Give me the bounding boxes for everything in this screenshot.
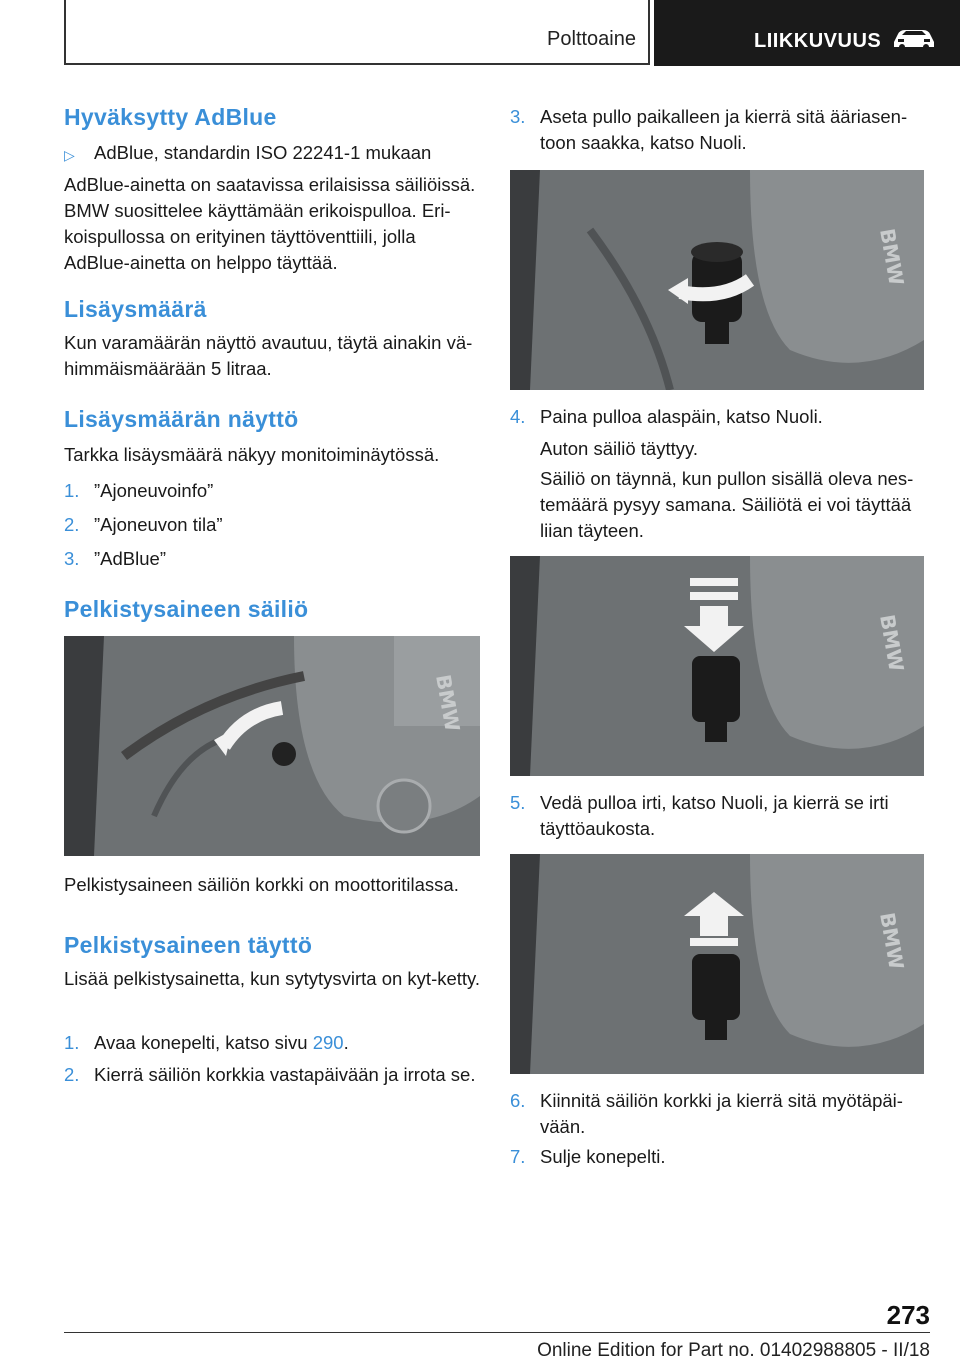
footer-rule [64,1332,930,1333]
header-rule-bottom [64,63,650,65]
heading-fill-amount: Lisäysmäärä [64,296,207,322]
svg-text:BMW: BMW [875,612,909,674]
list-text: Vedä pulloa irti, katso Nuoli, ja kierrä se irti täyttöaukosta. [540,792,889,839]
list-text: ”Ajoneuvon tila” [94,514,223,535]
list-number: 6. [510,1090,526,1111]
page-link[interactable]: 290 [312,1032,344,1053]
engine-bay-photo-press-bottle [510,556,924,776]
heading-fill-display: Lisäysmäärän näyttö [64,406,299,432]
list-text: ”Ajoneuvoinfo” [94,480,214,501]
header-rule-mid [648,0,650,64]
heading-reductant-tank: Pelkistysaineen säiliö [64,596,309,622]
fill-amount-paragraph: Kun varamäärän näyttö avautuu, täytä ainakin vä-himmäismäärään 5 litraa. [64,332,473,379]
list-number: 1. [64,1032,80,1053]
header-rule-left [64,0,66,64]
heading-filling: Pelkistysaineen täyttö [64,932,313,958]
list-number: 2. [64,1064,80,1085]
engine-bay-photo-pull-bottle [510,854,924,1074]
list-number: 4. [510,406,526,427]
list-number: 2. [64,514,80,535]
svg-text:BMW: BMW [875,910,909,972]
list-number: 3. [64,548,80,569]
list-text: Aseta pullo paikalleen ja kierrä sitä ääriasen-toon saakka, katso Nuoli. [540,106,908,153]
list-text: Paina pulloa alaspäin, katso Nuoli. [540,406,823,427]
tank-caption: Pelkistysaineen säiliön korkki on moottoritilassa. [64,874,459,895]
list-text-after: . [343,1032,349,1053]
list-text: Sulje konepelti. [540,1146,666,1167]
list-text: Kierrä säiliön korkkia vastapäivään ja irrota se. [94,1064,476,1085]
svg-text:BMW: BMW [875,226,909,288]
list-number: 7. [510,1146,526,1167]
filling-paragraph: Lisää pelkistysainetta, kun sytytysvirta on kyt-ketty. [64,968,481,989]
list-number: 1. [64,480,80,501]
engine-bay-photo-cap [64,636,480,856]
header-chapter-tab [654,0,960,66]
list-number: 3. [510,106,526,127]
list-text [94,1030,484,1056]
list-text-main: Avaa konepelti, katso sivu [94,1032,313,1053]
engine-bay-photo-insert-bottle [510,170,924,390]
page-number: 273 [886,1300,930,1330]
step-4-note: Säiliö on täynnä, kun pullon sisällä oleva nes-temäärä pysyy samana. Säiliötä ei voi täyttää liian täyteen. [540,468,914,541]
svg-text:BMW: BMW [431,672,465,734]
fill-display-paragraph: Tarkka lisäysmäärä näkyy monitoiminäytössä. [64,444,440,465]
triangle-bullet-icon: ▷ [64,147,75,163]
approved-bullet-text: AdBlue, standardin ISO 22241-1 mukaan [94,142,432,163]
car-icon [890,28,938,50]
heading-approved-adblue: Hyväksytty AdBlue [64,104,277,130]
step-4-result: Auton säiliö täyttyy. [540,438,699,459]
header-section-title: Polttoaine [547,28,636,50]
list-text: ”AdBlue” [94,548,166,569]
approved-paragraph: AdBlue-ainetta on saatavissa erilaisissa säiliöissä. BMW suosittelee käyttämään erikoispulloa. Eri-koispullossa on erityinen täyttöventtiili, jolla AdBlue-ainetta on helppo täyttää. [64,174,476,273]
header-chapter-label: LIIKKUVUUS [754,30,882,52]
footer-edition: Online Edition for Part no. 01402988805 - II/18 [537,1340,930,1361]
list-number: 5. [510,792,526,813]
list-text: Kiinnitä säiliön korkki ja kierrä sitä myötäpäi-vään. [540,1090,903,1137]
